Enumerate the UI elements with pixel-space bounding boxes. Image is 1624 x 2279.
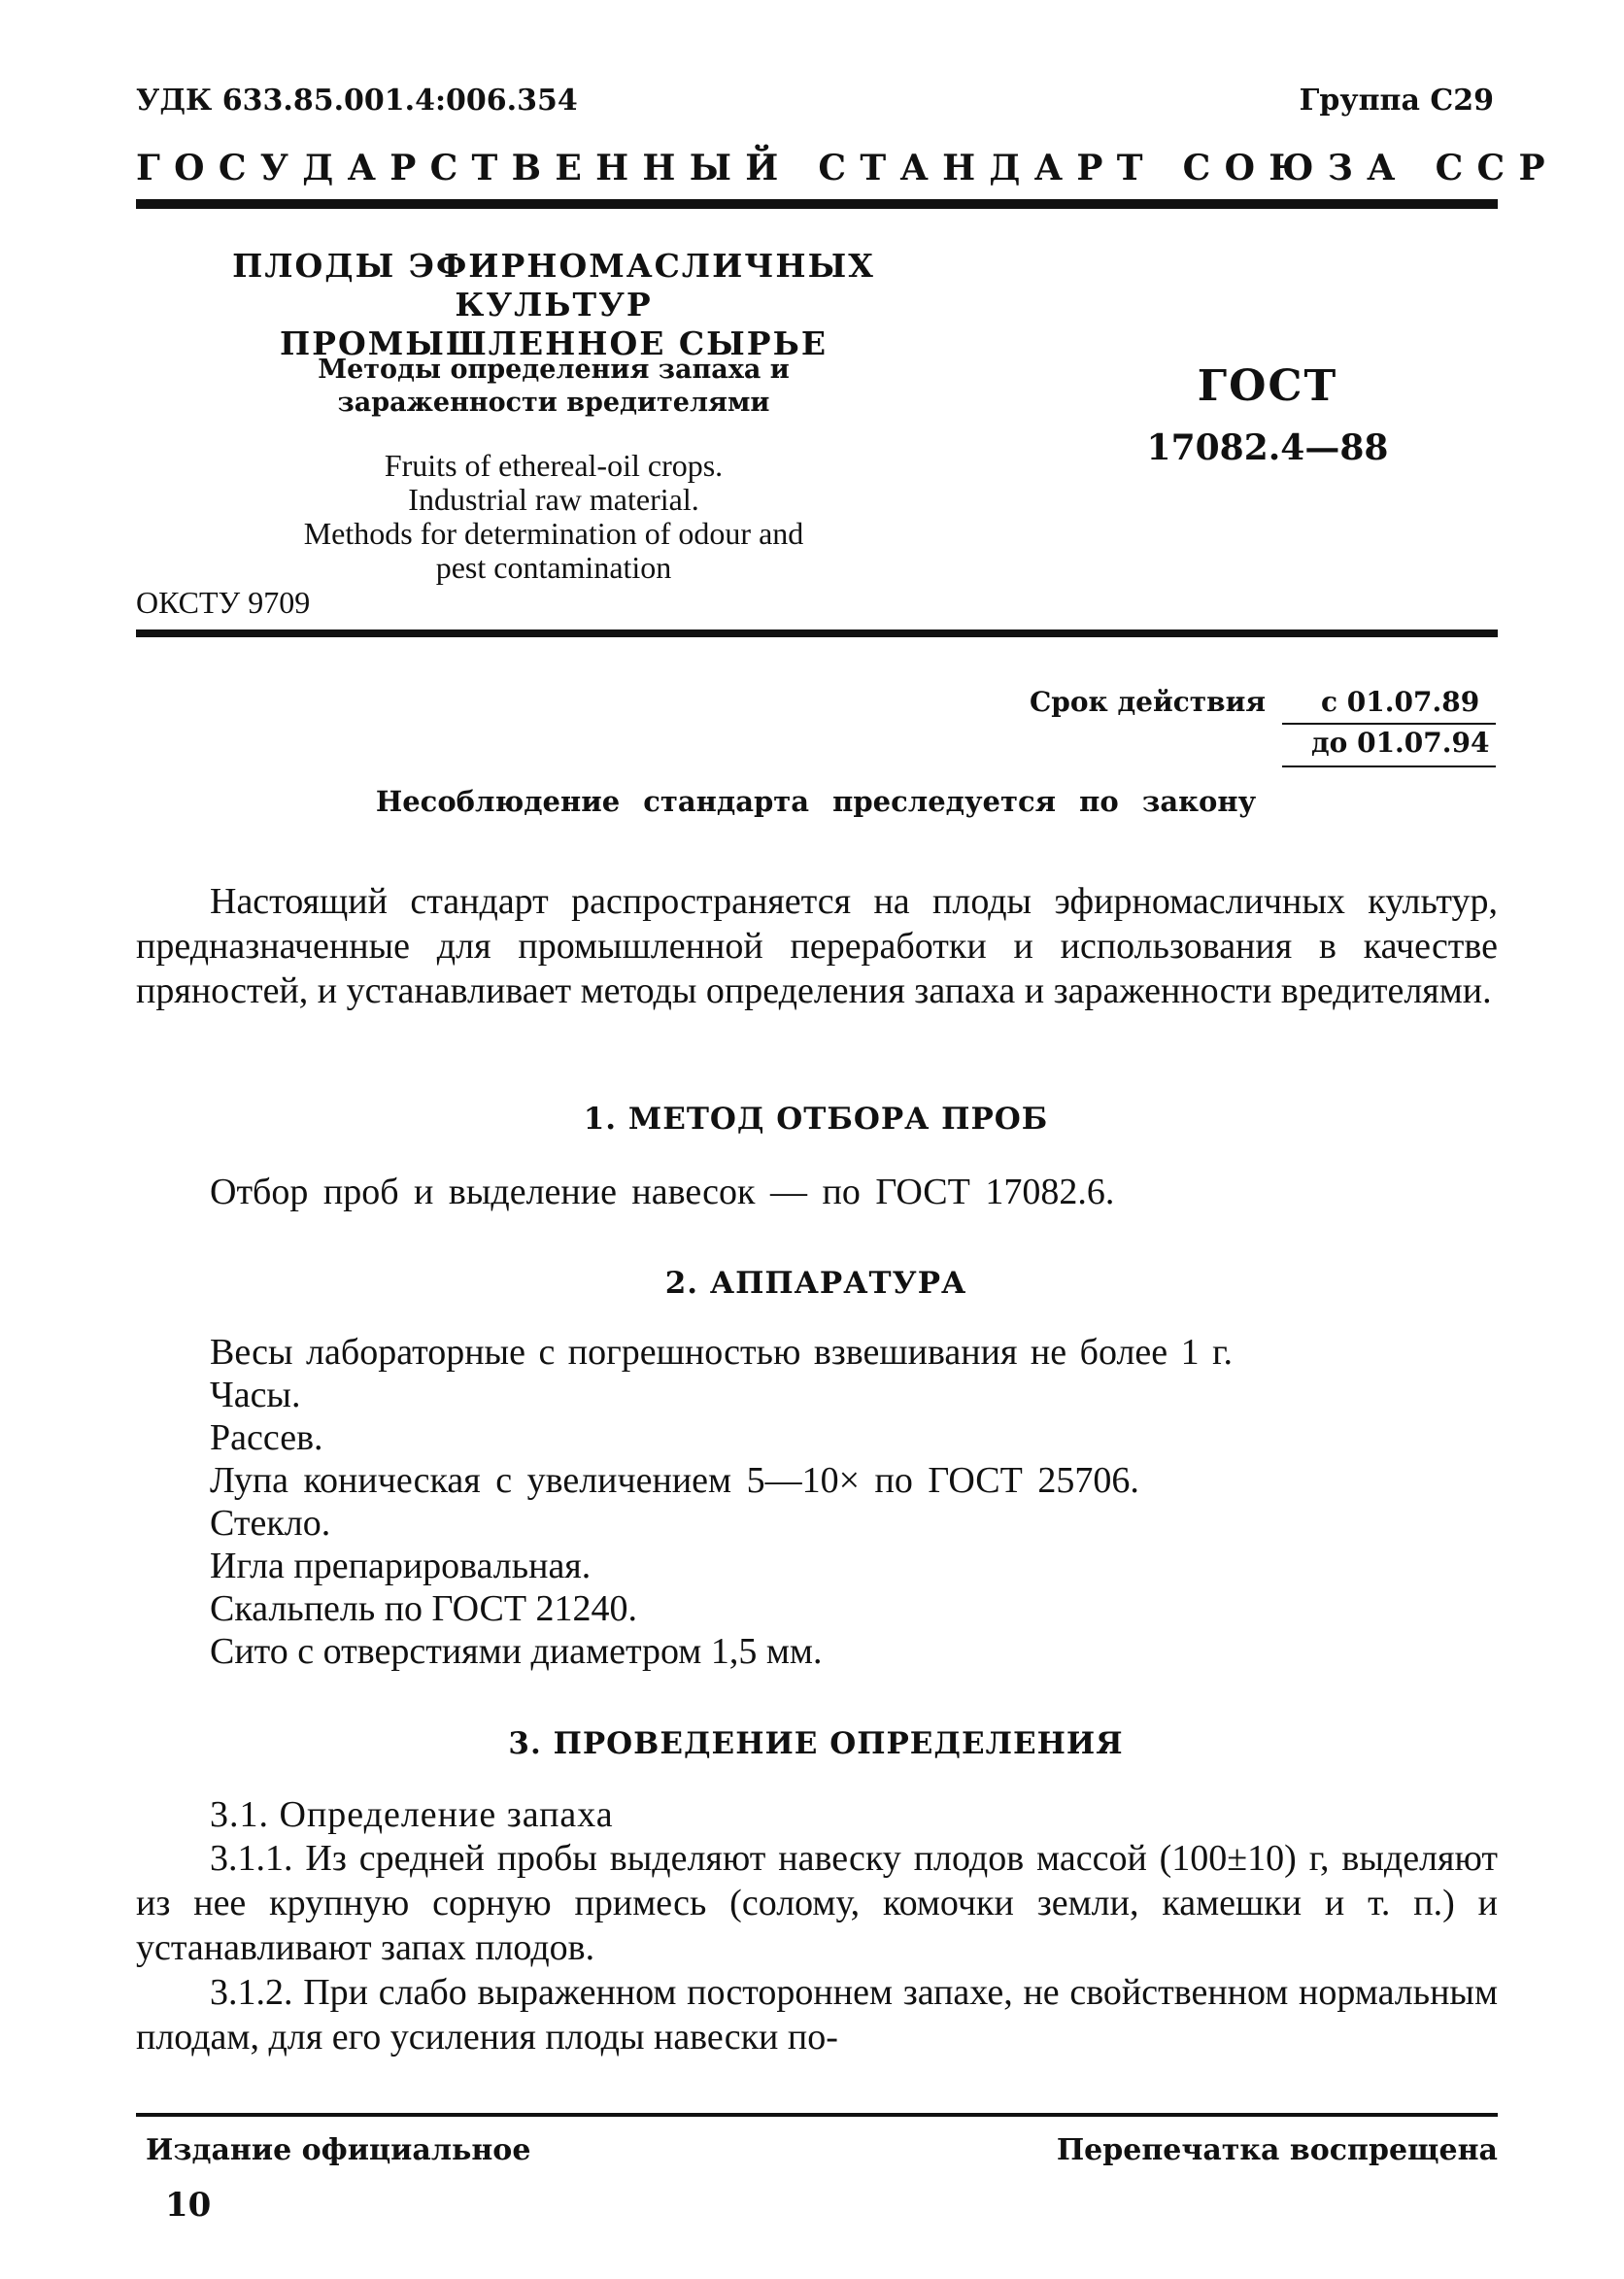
title-bottom-rule bbox=[136, 629, 1498, 637]
english-title-line-2: Industrial raw material. bbox=[408, 482, 699, 517]
section-1-text: Отбор проб и выделение навесок — по ГОСТ 17082.6. bbox=[210, 1172, 1115, 1212]
subtitle-line-2: зараженности вредителями bbox=[337, 388, 770, 418]
validity-to: до 01.07.94 bbox=[1311, 727, 1490, 759]
section-1-heading: 1. МЕТОД ОТБОРА ПРОБ bbox=[583, 1102, 1049, 1137]
subtitle-line-1: Методы определения запаха и bbox=[318, 355, 790, 385]
document-subtitle bbox=[136, 354, 971, 420]
validity-label: Срок действия bbox=[1030, 686, 1267, 718]
english-title-line-4: pest contamination bbox=[435, 550, 672, 585]
gost-number: 17082.4—88 bbox=[1146, 427, 1389, 468]
section-2-heading: 2. АППАРАТУРА bbox=[664, 1266, 967, 1301]
penalty-notice: Несоблюдение стандарта преследуется по закону bbox=[375, 785, 1257, 818]
udk-code: УДК 633.85.001.4:006.354 bbox=[136, 84, 578, 118]
apparatus-item: Весы лабораторные с погрешностью взвешивания не более 1 г. bbox=[210, 1332, 1233, 1373]
top-thick-rule bbox=[136, 199, 1498, 209]
title-line-1: ПЛОДЫ ЭФИРНОМАСЛИЧНЫХ КУЛЬТУР bbox=[232, 247, 875, 323]
apparatus-item: Скальпель по ГОСТ 21240. bbox=[210, 1588, 638, 1629]
apparatus-item: Часы. bbox=[210, 1375, 301, 1415]
state-standard-banner: ГОСУДАРСТВЕННЫЙ СТАНДАРТ СОЮЗА ССР bbox=[136, 148, 1559, 188]
apparatus-item: Сито с отверстиями диаметром 1,5 мм. bbox=[210, 1631, 823, 1672]
apparatus-list bbox=[210, 1331, 1511, 1673]
validity-from-underline bbox=[1282, 723, 1496, 725]
okstu-code: ОКСТУ 9709 bbox=[136, 585, 311, 620]
gost-label: ГОСТ bbox=[1197, 361, 1338, 411]
validity-to-underline bbox=[1282, 765, 1496, 767]
english-title-line-1: Fruits of ethereal-oil crops. bbox=[384, 448, 724, 483]
subsection-3-1-heading: 3.1. Определение запаха bbox=[210, 1794, 614, 1835]
english-title-line-3: Methods for determination of odour and bbox=[303, 516, 804, 551]
validity-from: с 01.07.89 bbox=[1321, 686, 1480, 718]
paragraph-3-1-1: 3.1.1. Из средней пробы выделяют навеску плодов массой (100±10) г, выделяют из нее крупную сорную примесь (солому, комочки земли, камешки и т. п.) и устанавливают запах плодов. bbox=[136, 1838, 1498, 1968]
english-title bbox=[136, 449, 971, 585]
official-edition-note: Издание официальное bbox=[146, 2133, 531, 2167]
section-3-heading: 3. ПРОВЕДЕНИЕ ОПРЕДЕЛЕНИЯ bbox=[508, 1726, 1124, 1761]
apparatus-item: Рассев. bbox=[210, 1417, 323, 1458]
group-code: Группа С29 bbox=[1299, 84, 1494, 118]
document-title bbox=[136, 247, 971, 363]
page-number: 10 bbox=[165, 2186, 212, 2225]
apparatus-item: Стекло. bbox=[210, 1503, 331, 1544]
apparatus-item: Лупа коническая с увеличением 5—10× по ГОСТ 25706. bbox=[210, 1460, 1139, 1501]
paragraph-3-1-2: 3.1.2. При слабо выраженном постороннем запахе, не свойственном нормальным плодам, для его усиления плоды навески по- bbox=[136, 1972, 1498, 2058]
reprint-prohibited-note: Перепечатка воспрещена bbox=[1056, 2133, 1498, 2167]
intro-paragraph: Настоящий стандарт распространяется на плоды эфирномасличных культур, предназначенные для промышленной переработки и использования в качестве пряностей, и устанавливает методы определения запаха и зараженности вредителями. bbox=[136, 881, 1498, 1011]
footer-rule bbox=[136, 2113, 1498, 2117]
apparatus-item: Игла препарировальная. bbox=[210, 1546, 592, 1586]
title-line-2: ПРОМЫШЛЕННОЕ СЫРЬЕ bbox=[280, 324, 828, 362]
